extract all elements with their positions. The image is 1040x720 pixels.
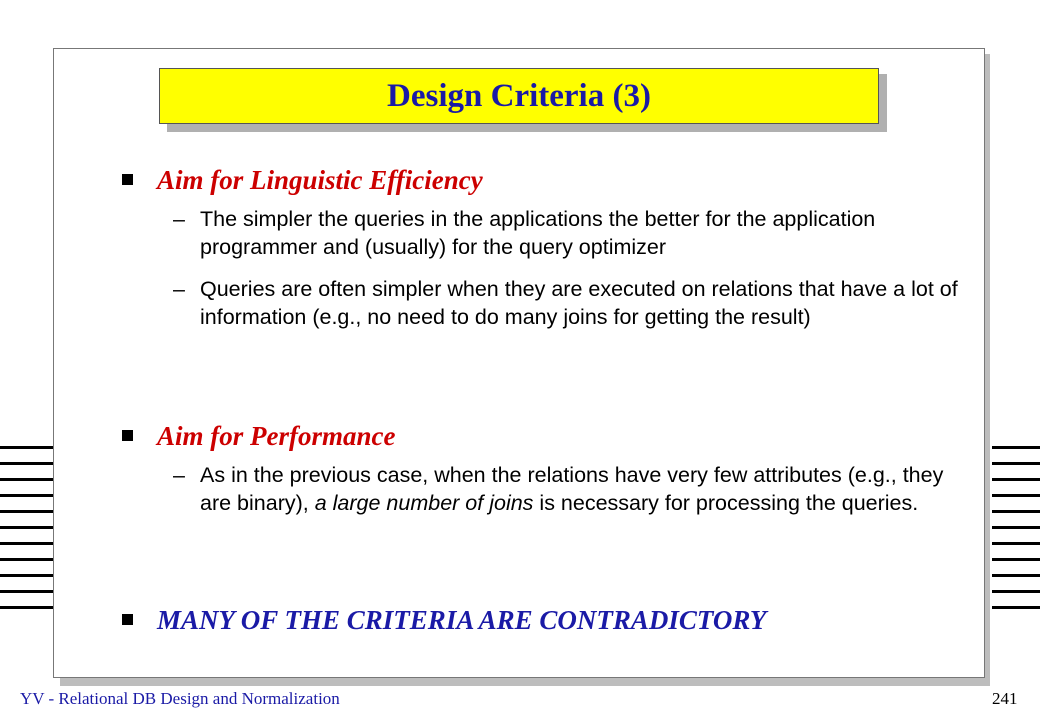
bullet-heading: Aim for Linguistic Efficiency bbox=[157, 165, 483, 195]
slide-frame bbox=[53, 48, 985, 678]
dash-marker: – bbox=[173, 463, 185, 487]
sub-bullet-text: The simpler the queries in the applications the better for the application programmer and (usually) for the query optimizer bbox=[200, 207, 876, 259]
sub-bullet-text: Queries are often simpler when they are executed on relations that have a lot of information (e.g., no need to do many joins for getting the result) bbox=[200, 277, 958, 329]
square-bullet-icon bbox=[122, 430, 133, 441]
square-bullet-icon bbox=[122, 614, 133, 625]
sub-bullet-text bbox=[200, 461, 963, 517]
dash-marker: – bbox=[173, 277, 185, 301]
title-box bbox=[159, 68, 879, 124]
bullet-heading: MANY OF THE CRITERIA ARE CONTRADICTORY bbox=[157, 605, 767, 635]
right-decorative-stripes bbox=[992, 446, 1040, 616]
dash-marker: – bbox=[173, 207, 185, 231]
footer-course-title: YV - Relational DB Design and Normalization bbox=[20, 689, 340, 708]
bullet-performance bbox=[122, 421, 395, 451]
bullet-heading: Aim for Performance bbox=[157, 421, 396, 451]
square-bullet-icon bbox=[122, 174, 133, 185]
bullet-contradictory bbox=[122, 605, 766, 635]
sub-text-emphasis: a large number of joins bbox=[314, 491, 534, 515]
sub-bullet bbox=[173, 461, 963, 517]
page-number: 241 bbox=[992, 689, 1018, 708]
sub-text-post: is necessary for processing the queries. bbox=[533, 491, 919, 515]
sub-bullet bbox=[173, 205, 963, 261]
bullet-linguistic-efficiency bbox=[122, 165, 483, 195]
sub-bullet bbox=[173, 275, 963, 331]
sub-text-pre: As in the previous case, when the relations have very few attributes (e.g., they are binary), bbox=[200, 463, 944, 515]
left-decorative-stripes bbox=[0, 446, 56, 616]
slide-title: Design Criteria (3) bbox=[387, 77, 651, 114]
